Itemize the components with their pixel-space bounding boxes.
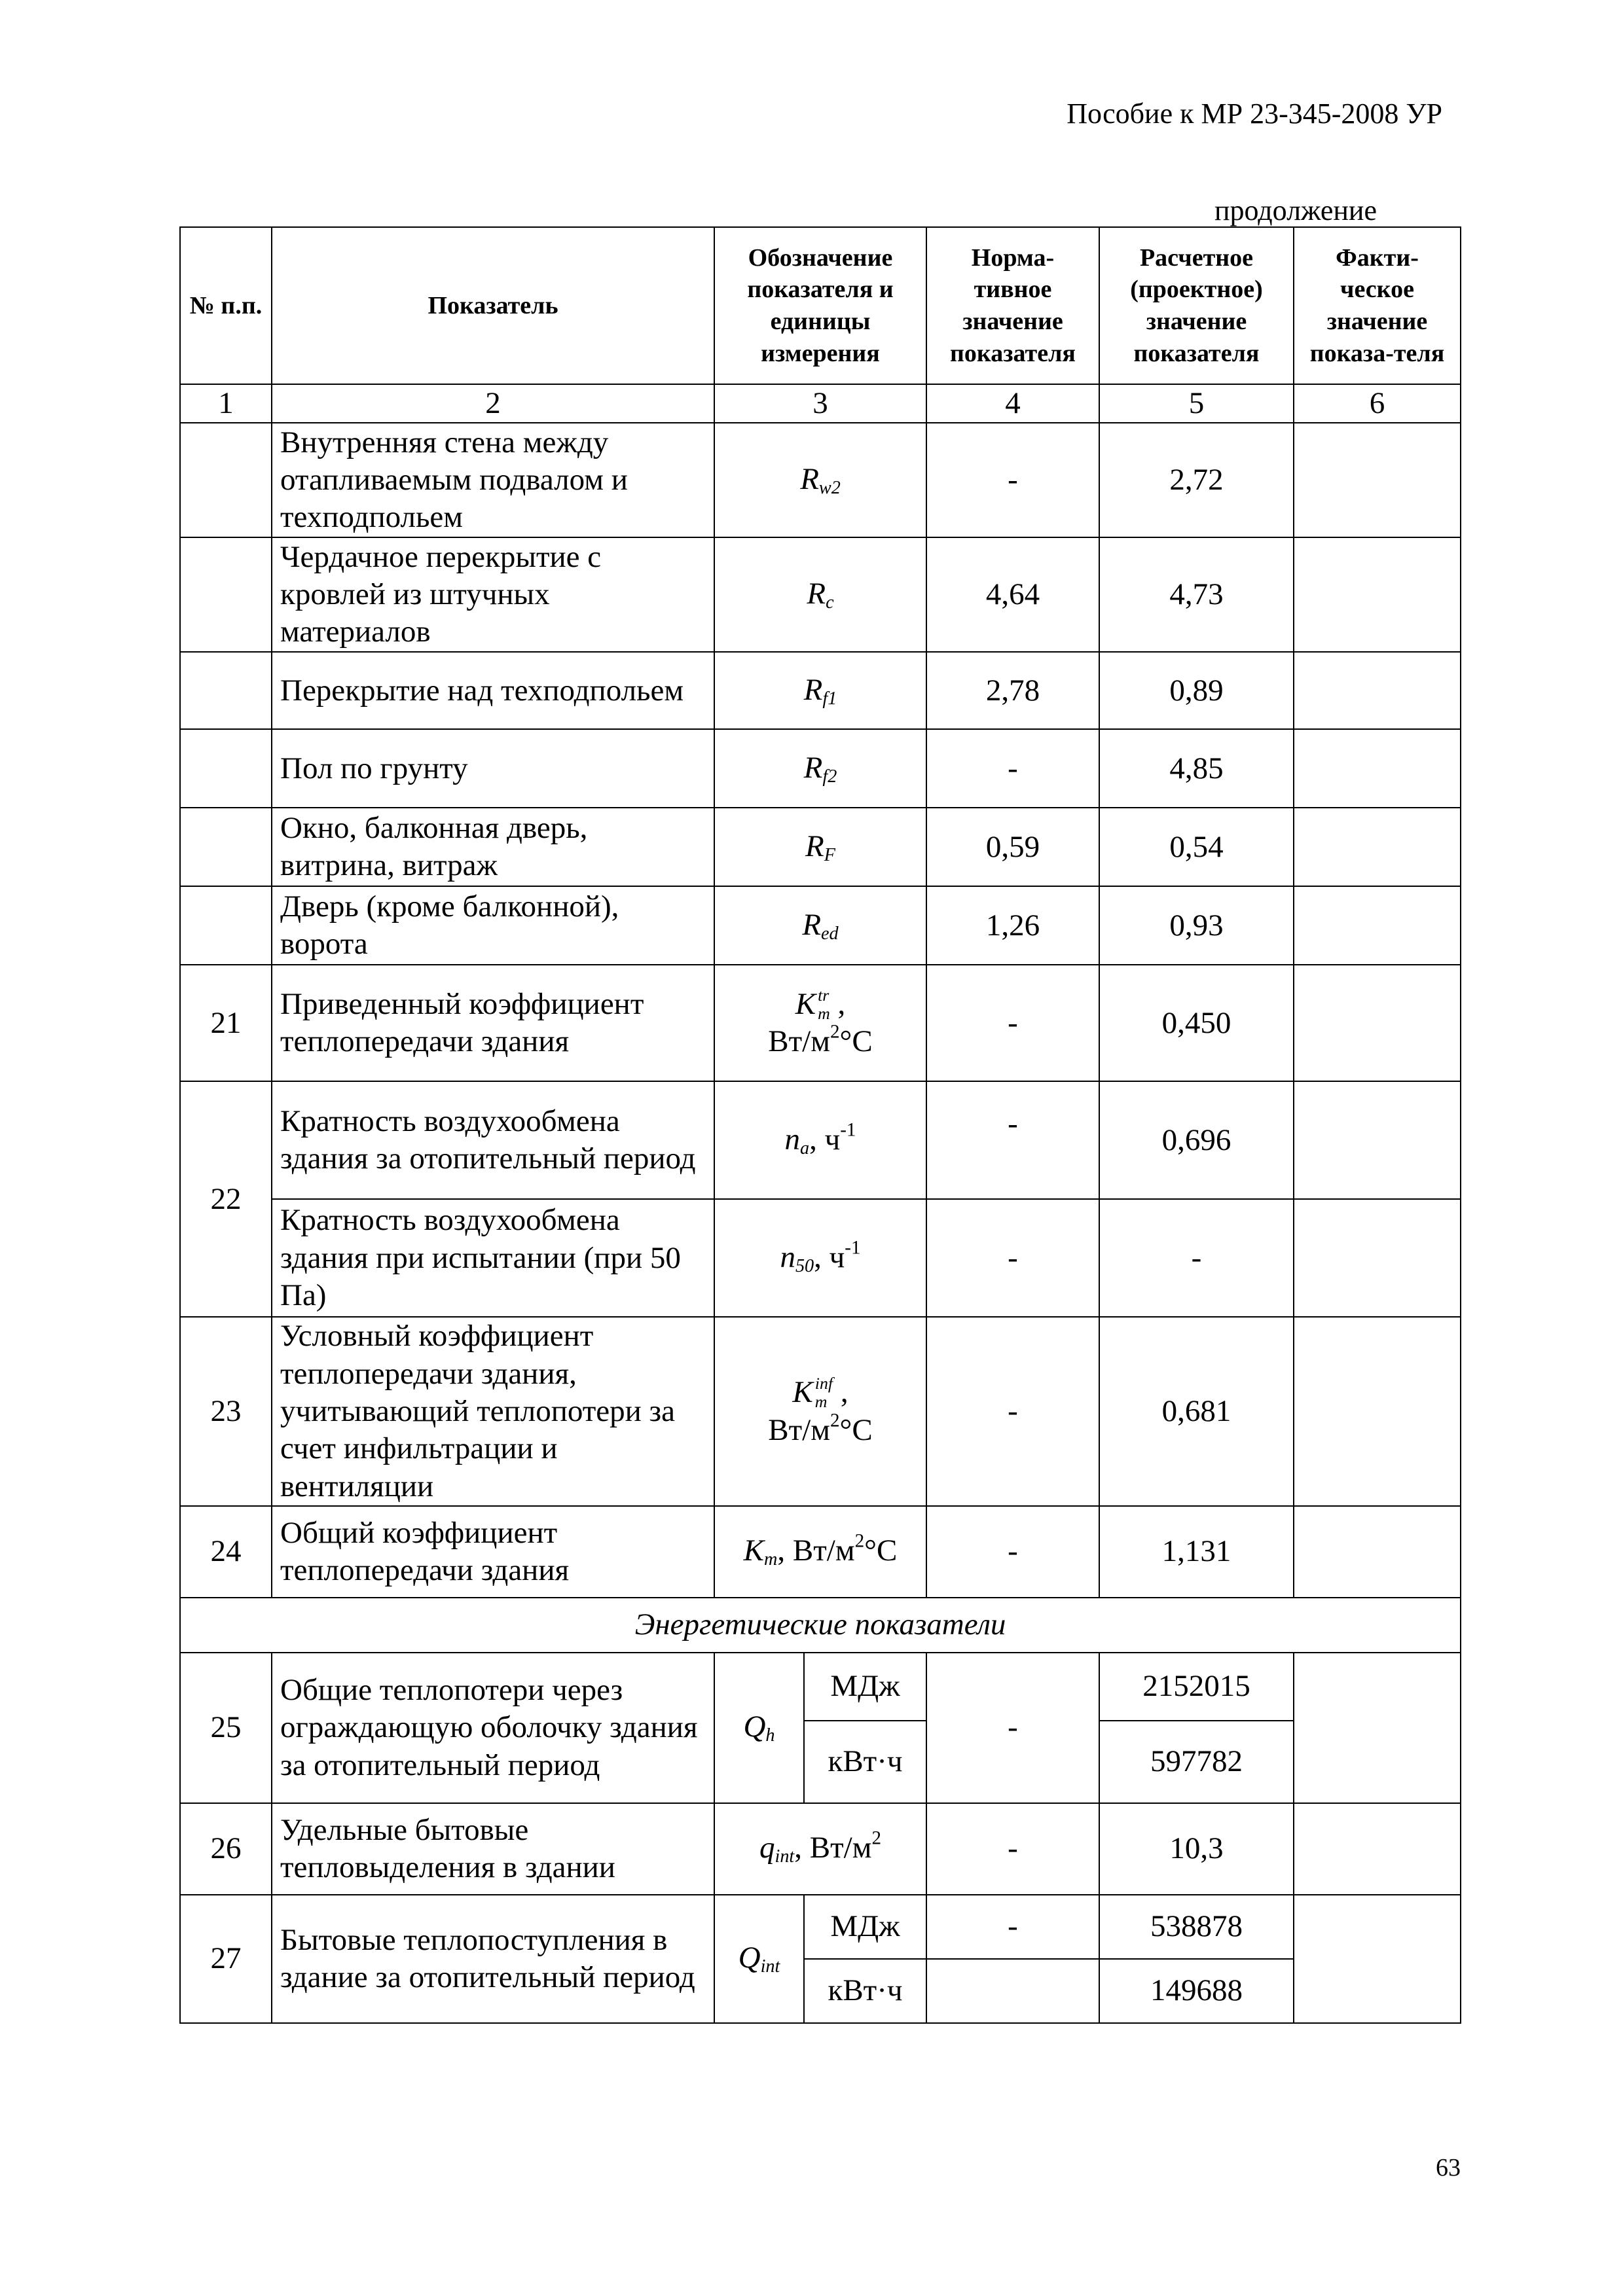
header-symbol: Обозначение показателя и единицы измерения [714,227,926,384]
calculated-value: 2,72 [1099,423,1294,537]
normative-value: 4,64 [926,537,1099,652]
column-index: 3 [714,384,926,423]
table-row [180,1803,1461,1895]
normative-value: - [926,1317,1099,1506]
indicator-symbol: K inf m , $Вт/м^2^\circ С$ [714,1317,926,1506]
normative-value: - [926,1199,1099,1317]
indicator-label: Пол по грунту [272,729,714,808]
indicator-label: Перекрытие над техподпольем [272,652,714,729]
row-number [180,808,272,886]
normative-value: 0,59 [926,808,1099,886]
row-number: 21 [180,965,272,1081]
actual-value [1294,537,1461,652]
actual-value [1294,652,1461,729]
indicator-label: Бытовые теплопоступления в здание за отопительный период [272,1895,714,2023]
table-row [180,1506,1461,1598]
row-number [180,537,272,652]
column-index-row [180,384,1461,423]
actual-value [1294,1317,1461,1506]
actual-value [1294,965,1461,1081]
row-number: 27 [180,1895,272,2023]
indicator-symbol: $K_m$, $Вт/м^2^\circ С$ [714,1506,926,1598]
calculated-value: 1,131 [1099,1506,1294,1598]
actual-value [1294,423,1461,537]
table-row [180,1081,1461,1199]
unit-label: кВт·ч [804,1959,926,2023]
indicator-label: Чердачное перекрытие с кровлей из штучных материалов [272,537,714,652]
column-index: 5 [1099,384,1294,423]
table-row [180,886,1461,965]
indicator-symbol: $R_{f2}$ [714,729,926,808]
column-index: 1 [180,384,272,423]
indicator-label: Кратность воздухообмена здания за отопительный период [272,1081,714,1199]
calculated-value: 0,696 [1099,1081,1294,1199]
normative-value: 1,26 [926,886,1099,965]
normative-value: - [926,1895,1099,1959]
calculated-value: 4,73 [1099,537,1294,652]
indicator-label: Общие теплопотери через ограждающую оболочку здания за отопительный период [272,1653,714,1803]
table-row [180,808,1461,886]
unit-label: кВт·ч [804,1721,926,1803]
calculated-value: 538878 [1099,1895,1294,1959]
table-row [180,537,1461,652]
actual-value [1294,1081,1461,1199]
actual-value [1294,808,1461,886]
actual-value [1294,1895,1461,2023]
indicator-symbol: $Q_{int}$ [714,1895,804,2023]
column-index: 4 [926,384,1099,423]
table-row [180,652,1461,729]
row-number: 24 [180,1506,272,1598]
unit-label: МДж [804,1895,926,1959]
row-number [180,652,272,729]
row-number: 22 [180,1081,272,1317]
indicator-symbol: $Q_h$ [714,1653,804,1803]
row-number [180,423,272,537]
normative-value: 2,78 [926,652,1099,729]
calculated-value: 10,3 [1099,1803,1294,1895]
calculated-value: 2152015 [1099,1653,1294,1721]
actual-value [1294,1653,1461,1803]
table-row [180,423,1461,537]
row-number [180,729,272,808]
indicator-symbol: $q_{int}$, $Вт/м^2$ [714,1803,926,1895]
actual-value [1294,886,1461,965]
table-row [180,1199,1461,1317]
calculated-value: 149688 [1099,1959,1294,2023]
normative-value: - [926,423,1099,537]
indicator-symbol: $R_{ed}$ [714,886,926,965]
normative-value-empty [926,1959,1099,2023]
indicator-label: Удельные бытовые тепловыделения в здании [272,1803,714,1895]
indicator-label: Окно, балконная дверь, витрина, витраж [272,808,714,886]
section-row [180,1598,1461,1653]
normative-value: - [926,1081,1099,1199]
normative-value: - [926,1803,1099,1895]
indicator-label: Дверь (кроме балконной), ворота [272,886,714,965]
header-indicator: Показатель [272,227,714,384]
header-number: № п.п. [180,227,272,384]
section-title: Энергетические показатели [180,1598,1461,1653]
calculated-value: - [1099,1199,1294,1317]
table-header-row [180,227,1461,384]
calculated-value: 0,681 [1099,1317,1294,1506]
column-index: 6 [1294,384,1461,423]
header-normative: Норма-тивное значение показателя [926,227,1099,384]
indicators-table [179,226,1461,2024]
row-number: 25 [180,1653,272,1803]
indicator-symbol: $R_{w2}$ [714,423,926,537]
calculated-value: 0,450 [1099,965,1294,1081]
page-number: 63 [1436,2154,1461,2181]
indicator-label: Приведенный коэффициент теплопередачи здания [272,965,714,1081]
normative-value: - [926,729,1099,808]
calculated-value: 597782 [1099,1721,1294,1803]
table-row [180,1653,1461,1721]
row-number: 26 [180,1803,272,1895]
table-row [180,729,1461,808]
normative-value: - [926,1506,1099,1598]
column-index: 2 [272,384,714,423]
row-number: 23 [180,1317,272,1506]
actual-value [1294,1803,1461,1895]
header-calculated: Расчетное (проектное) значение показателя [1099,227,1294,384]
normative-value: - [926,1653,1099,1803]
indicator-symbol: $R_c$ [714,537,926,652]
indicator-label: Условный коэффициент теплопередачи здания, учитывающий теплопотери за счет инфильтрации и вентиляции [272,1317,714,1506]
normative-value: - [926,965,1099,1081]
indicator-symbol: $R_F$ [714,808,926,886]
calculated-value: 0,93 [1099,886,1294,965]
row-number [180,886,272,965]
indicator-label: Внутренняя стена между отапливаемым подвалом и техподпольем [272,423,714,537]
header-actual: Факти-ческое значение показа-теля [1294,227,1461,384]
table-row [180,1895,1461,1959]
table-row [180,1317,1461,1506]
actual-value [1294,729,1461,808]
unit-label: МДж [804,1653,926,1721]
indicator-symbol: $n_a$, $ч^{-1}$ [714,1081,926,1199]
actual-value [1294,1506,1461,1598]
calculated-value: 0,89 [1099,652,1294,729]
continuation-label: продолжение [1214,194,1377,226]
table-row [180,965,1461,1081]
calculated-value: 0,54 [1099,808,1294,886]
indicator-symbol: $R_{f1}$ [714,652,926,729]
indicator-symbol: $n_{50}$, $ч^{-1}$ [714,1199,926,1317]
indicator-label: Кратность воздухообмена здания при испытании (при 50 Па) [272,1199,714,1317]
actual-value [1294,1199,1461,1317]
indicator-symbol: K tr m , $Вт/м^2^\circ С$ [714,965,926,1081]
indicator-label: Общий коэффициент теплопередачи здания [272,1506,714,1598]
running-header: Пособие к МР 23-345-2008 УР [1067,98,1442,130]
calculated-value: 4,85 [1099,729,1294,808]
